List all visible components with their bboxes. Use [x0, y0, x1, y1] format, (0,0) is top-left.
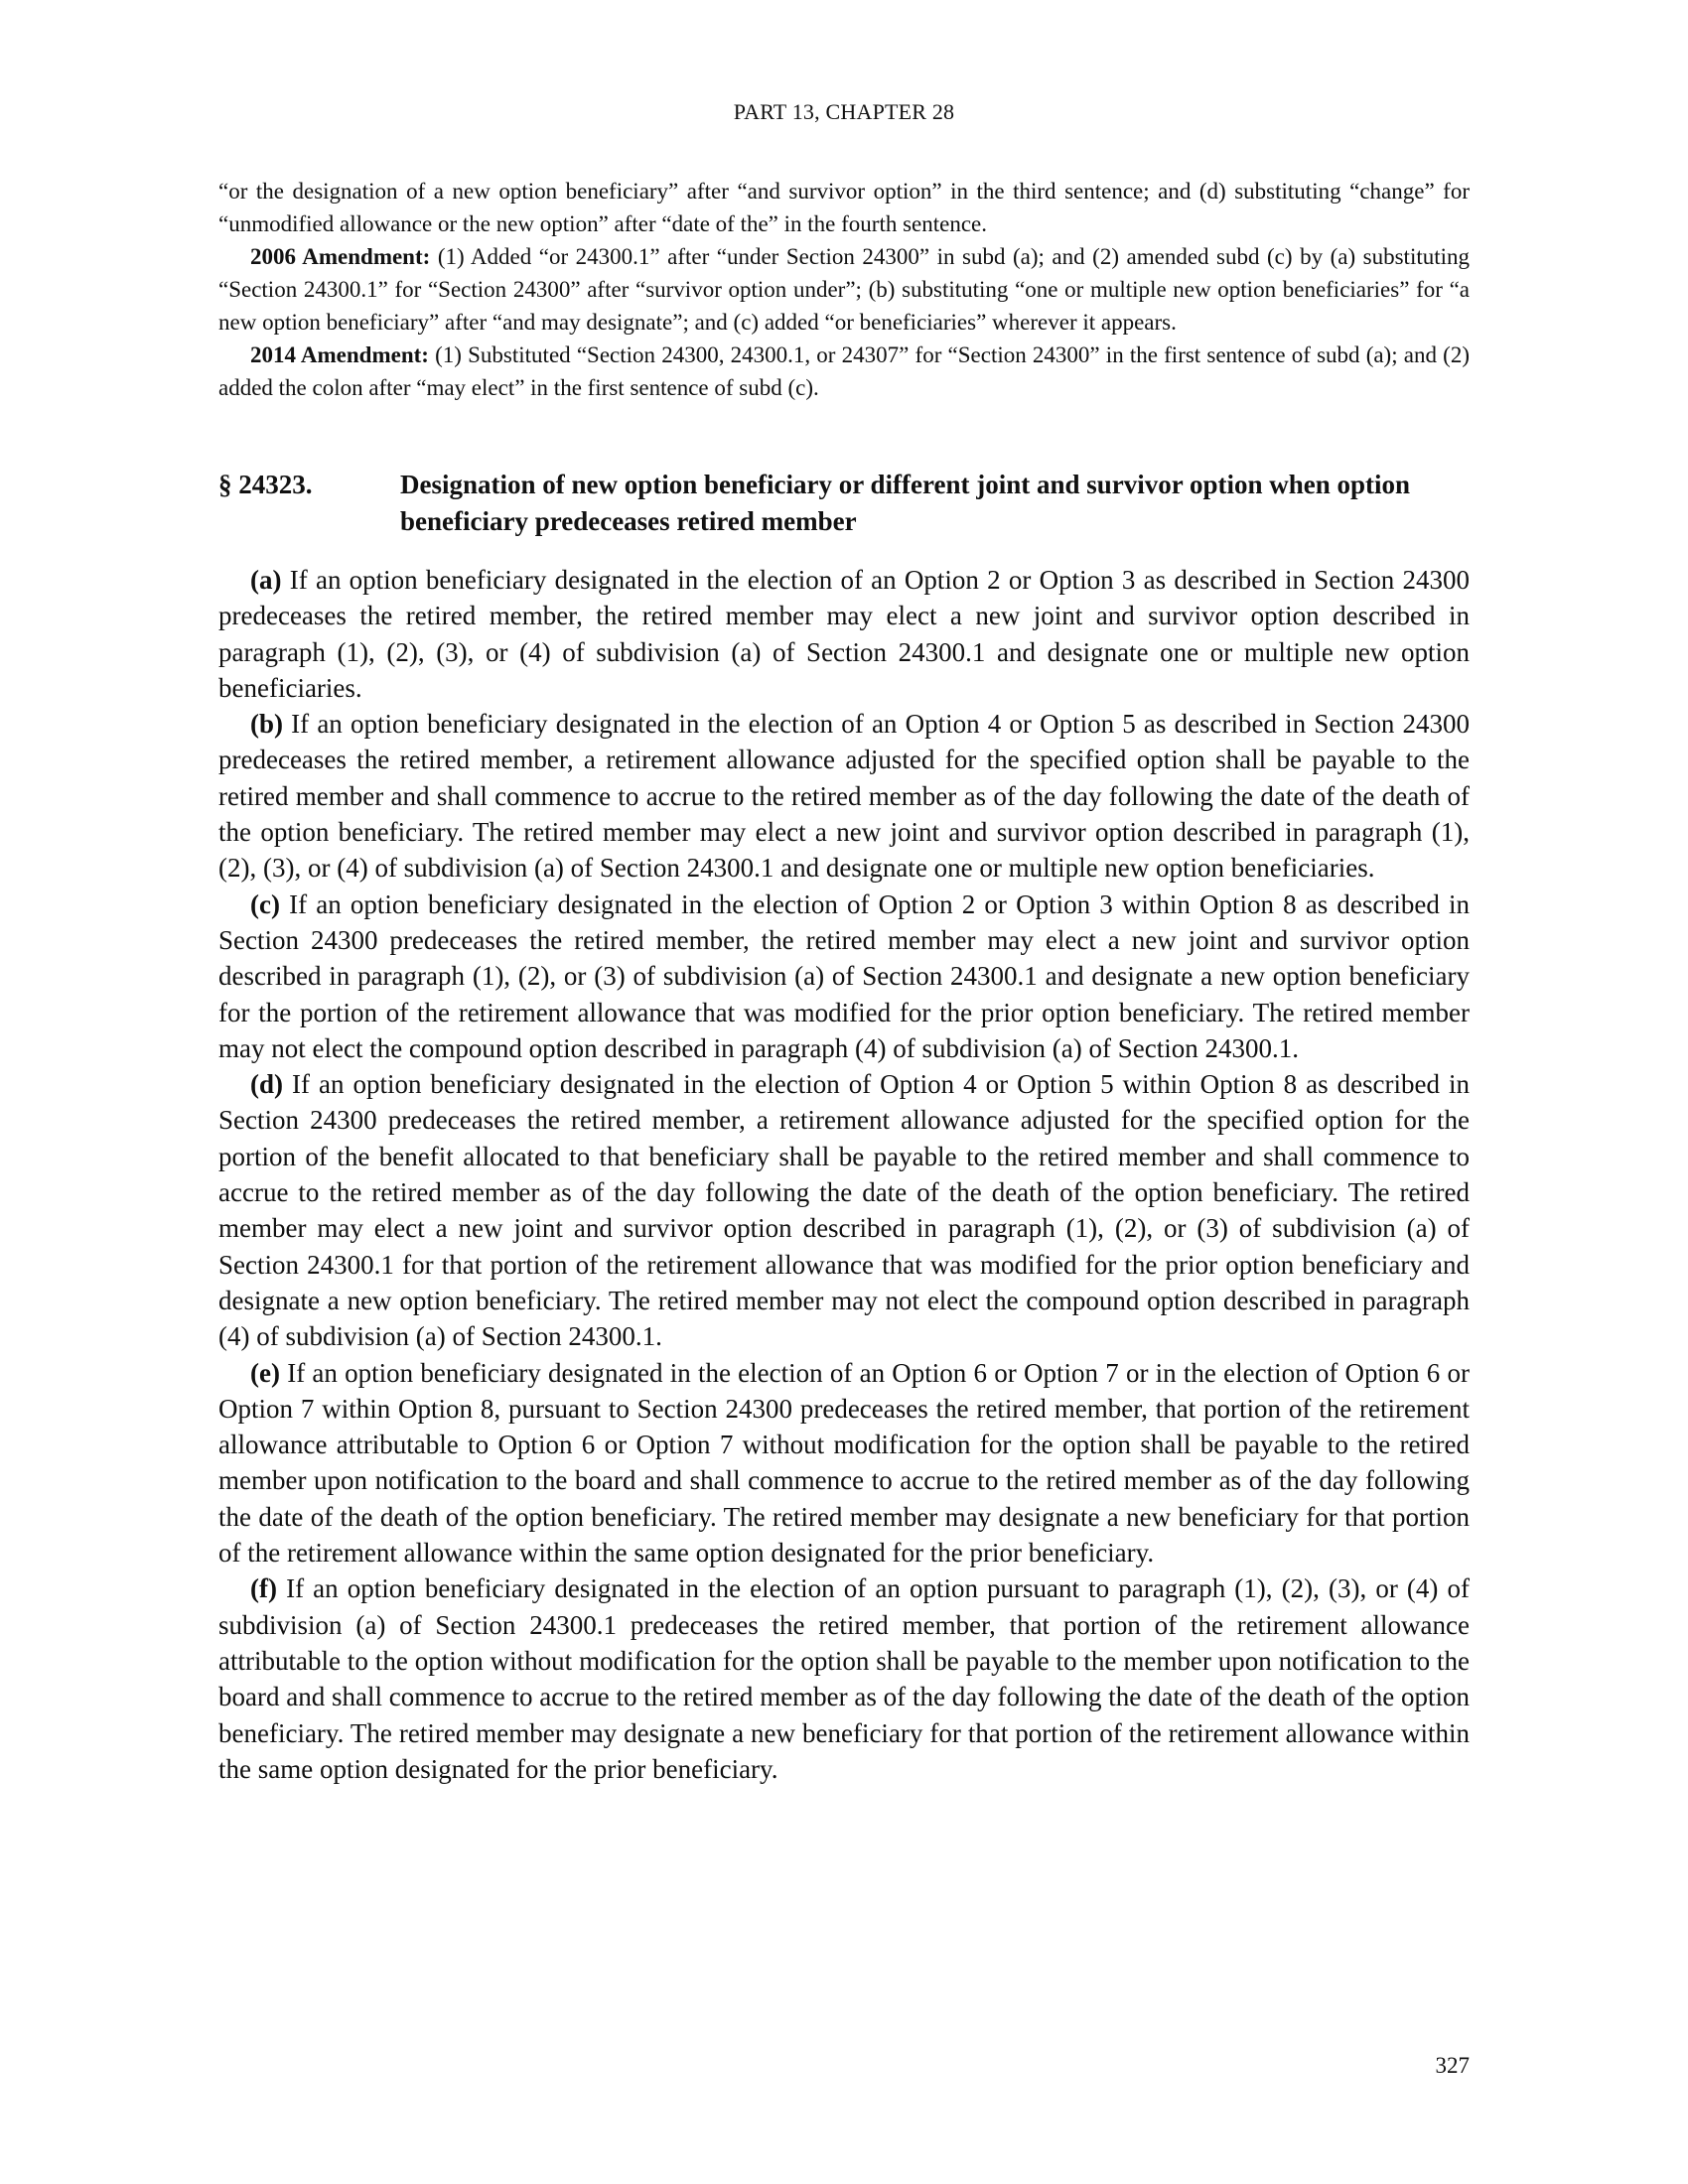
note-paragraph-continued	[218, 175, 1470, 240]
subdivision-c	[218, 887, 1470, 1066]
subdivision-d	[218, 1066, 1470, 1354]
section-number: § 24323.	[218, 470, 313, 499]
subdivision-text: If an option beneficiary designated in the election of an Option 2 or Option 3 as described in Section 24300 predeceases the retired member, the retired member may elect a new joint and survivor option described in paragraph (1), (2), (3), or (4) of subdivision (a) of Section 24300.1 and designate one or multiple new option beneficiaries.	[218, 565, 1471, 703]
note-lead: 2006 Amendment:	[250, 244, 431, 269]
note-text: (1) Added “or 24300.1” after “under Section 24300” in subd (a); and (2) amended subd (c) by (a) substituting “Section 24300.1” for “Section 24300” after “survivor option under”; (b) substituting “one or multiple new option beneficiaries” for “a new option beneficiary” after “and may designate”; and (c) added “or beneficiaries” wherever it appears.	[218, 244, 1470, 335]
subdivision-text: If an option beneficiary designated in the election of an Option 6 or Option 7 or in the election of Option 6 or Option 7 within Option 8, pursuant to Section 24300 predeceases the retired member, that portion of the retirement allowance attributable to Option 6 or Option 7 without modification for the option shall be payable to the retired member upon notification to the board and shall commence to accrue to the retired member as of the day following the date of the death of the option beneficiary. The retired member may designate a new beneficiary for that portion of the retirement allowance within the same option designated for the prior beneficiary.	[218, 1357, 1470, 1569]
subdivision-text: If an option beneficiary designated in the election of an Option 4 or Option 5 as described in Section 24300 predeceases the retired member, a retirement allowance adjusted for the specified option shall be payable to the retired member and shall commence to accrue to the retired member as of the day following the date of the death of the option beneficiary. The retired member may elect a new joint and survivor option described in paragraph (1), (2), (3), or (4) of subdivision (a) of Section 24300.1 and designate one or multiple new option beneficiaries.	[218, 709, 1470, 884]
subdivision-a	[218, 562, 1470, 706]
subdivision-text: If an option beneficiary designated in the election of Option 2 or Option 3 within Option 8 as described in Section 24300 predeceases the retired member, the retired member may elect a new joint and survivor option described in paragraph (1), (2), or (3) of subdivision (a) of Section 24300.1 and designate a new option beneficiary for the portion of the retirement allowance that was modified for the prior option beneficiary. The retired member may not elect the compound option described in paragraph (4) of subdivision (a) of Section 24300.1.	[218, 888, 1470, 1063]
subdivision-label: (f)	[250, 1573, 277, 1604]
subdivision-e	[218, 1355, 1470, 1571]
note-paragraph-2006	[218, 240, 1470, 339]
subdivision-text: If an option beneficiary designated in the election of an option pursuant to paragraph (1), (2), (3), or (4) of subdivision (a) of Section 24300.1 predeceases the retired member, that portion of the retirement allowance attributable to the option without modification for the option shall be payable to the member upon notification to the board and shall commence to accrue to the retired member as of the day following the date of the death of the option beneficiary. The retired member may designate a new beneficiary for that portion of the retirement allowance within the same option designated for the prior beneficiary.	[218, 1573, 1470, 1784]
note-text: “or the designation of a new option beneficiary” after “and survivor option” in the third sentence; and (d) substituting “change” for “unmodified allowance or the new option” after “date of the” in the fourth sentence.	[218, 179, 1470, 236]
subdivision-f	[218, 1570, 1470, 1787]
note-paragraph-2014	[218, 339, 1470, 404]
subdivision-label: (a)	[250, 565, 282, 595]
section-body	[218, 562, 1470, 1787]
subdivision-label: (e)	[250, 1357, 280, 1388]
subdivision-text: If an option beneficiary designated in the election of Option 4 or Option 5 within Option 8 as described in Section 24300 predeceases the retired member, a retirement allowance adjusted for the specified option for the portion of the benefit allocated to that beneficiary shall be payable to the retired member and shall commence to accrue to the retired member as of the day following the date of the death of the option beneficiary. The retired member may elect a new joint and survivor option described in paragraph (1), (2), or (3) of subdivision (a) of Section 24300.1 for that portion of the retirement allowance that was modified for the prior option beneficiary and designate a new option beneficiary. The retired member may not elect the compound option described in paragraph (4) of subdivision (a) of Section 24300.1.	[218, 1069, 1471, 1352]
note-lead: 2014 Amendment:	[250, 342, 429, 367]
subdivision-b	[218, 706, 1470, 886]
note-text: (1) Substituted “Section 24300, 24300.1, or 24307” for “Section 24300” in the first sentence of subd (a); and (2) added the colon after “may elect” in the first sentence of subd (c).	[218, 342, 1470, 400]
running-head: PART 13, CHAPTER 28	[733, 99, 955, 124]
amendment-notes	[218, 175, 1470, 404]
section-title: Designation of new option beneficiary or different joint and survivor option when option beneficiary predeceases retired member	[400, 470, 1411, 536]
section-heading	[218, 467, 1470, 540]
subdivision-label: (c)	[250, 888, 280, 919]
subdivision-label: (d)	[250, 1069, 283, 1100]
subdivision-label: (b)	[250, 709, 283, 740]
page-number: 327	[1435, 2053, 1470, 2078]
